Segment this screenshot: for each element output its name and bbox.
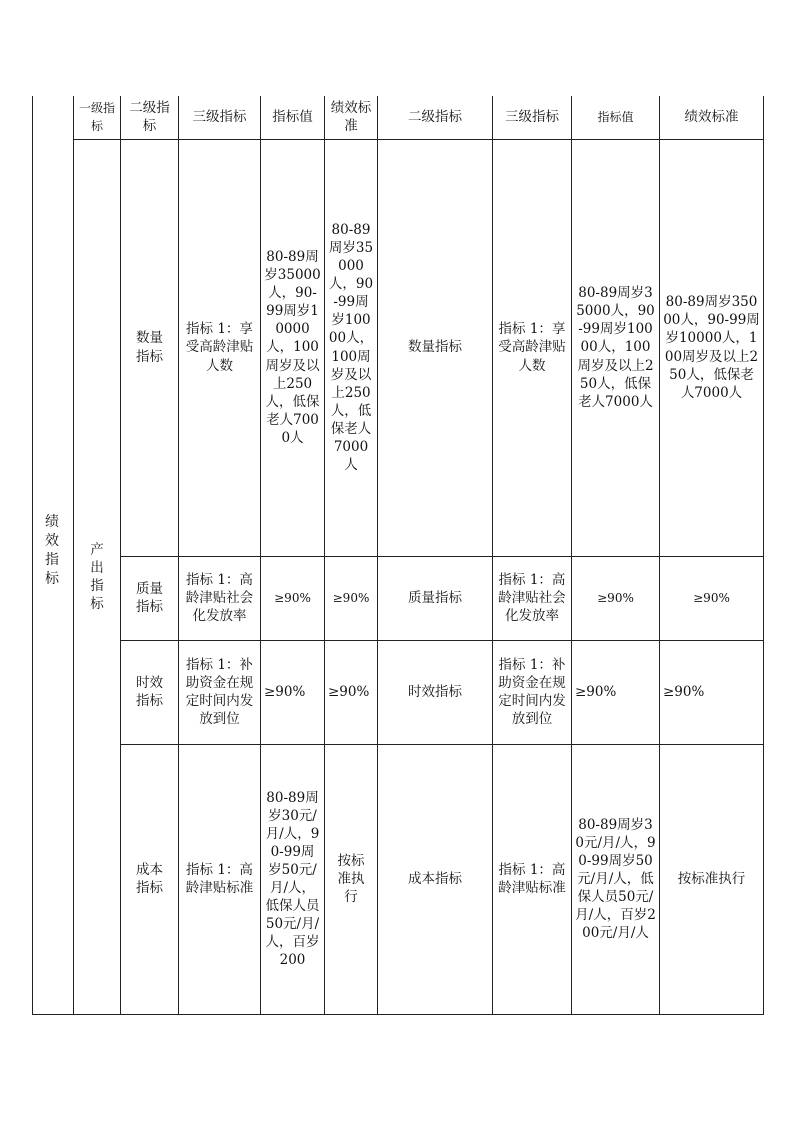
table-row-quantity: [33, 139, 764, 556]
level3-left: 指标 1：高龄津贴社会化发放率: [179, 556, 261, 640]
level2-right: 质量指标: [378, 556, 493, 640]
level2-left: 数量指标: [121, 139, 179, 556]
standard-left: 按标准执行: [325, 744, 378, 1014]
value-right: ≥90%: [572, 556, 660, 640]
value-right: ≥90%: [572, 640, 660, 744]
standard-left: ≥90%: [325, 640, 378, 744]
header-standard-right: 绩效标准: [660, 96, 764, 139]
level3-right: 指标 1：高龄津贴社会化发放率: [493, 556, 572, 640]
value-right: 80-89周岁30元/月/人，90-99周岁50元/月/人，低保人员50元/月/人，百岁200元/月/人: [572, 744, 660, 1014]
level2-right: 数量指标: [378, 139, 493, 556]
header-level2-right: 二级指标: [378, 96, 493, 139]
performance-indicator-table: [32, 96, 764, 1015]
level1-cell: 产出指标: [74, 139, 121, 1014]
standard-right: ≥90%: [660, 556, 764, 640]
level2-right: 时效指标: [378, 640, 493, 744]
standard-left: 80-89周岁35000人，90-99周岁10000人，100周岁及以上250人，低保老人7000人: [325, 139, 378, 556]
standard-right: 80-89周岁35000人，90-99周岁10000人，100周岁及以上250人，低保老人7000人: [660, 139, 764, 556]
header-value-right: 指标值: [572, 96, 660, 139]
level3-right: 指标 1：高龄津贴标准: [493, 744, 572, 1014]
header-level3-right: 三级指标: [493, 96, 572, 139]
value-left: ≥90%: [261, 556, 325, 640]
value-right: 80-89周岁35000人，90-99周岁10000人，100周岁及以上250人，低保老人7000人: [572, 139, 660, 556]
header-level3-left: 三级指标: [179, 96, 261, 139]
level3-right: 指标 1：享受高龄津贴人数: [493, 139, 572, 556]
level2-left: 时效指标: [121, 640, 179, 744]
table-row-cost: [33, 744, 764, 1014]
level3-left: 指标 1：补助资金在规定时间内发放到位: [179, 640, 261, 744]
level3-left: 指标 1：享受高龄津贴人数: [179, 139, 261, 556]
category-label: 绩效指标: [45, 514, 59, 587]
header-row: [33, 96, 764, 139]
level2-right: 成本指标: [378, 744, 493, 1014]
standard-right: ≥90%: [660, 640, 764, 744]
header-value-left: 指标值: [261, 96, 325, 139]
header-level1: 一级指标: [74, 96, 121, 139]
value-left: 80-89周岁35000人，90-99周岁10000人，100周岁及以上250人，低保老人7000人: [261, 139, 325, 556]
value-left: ≥90%: [261, 640, 325, 744]
header-level2-left: 二级指标: [121, 96, 179, 139]
level3-right: 指标 1：补助资金在规定时间内发放到位: [493, 640, 572, 744]
level3-left: 指标 1：高龄津贴标准: [179, 744, 261, 1014]
table-row-timeliness: [33, 640, 764, 744]
value-left: 80-89周岁30元/月/人，90-99周岁50元/月/人，低保人员50元/月/人，百岁200: [261, 744, 325, 1014]
header-standard-left: 绩效标准: [325, 96, 378, 139]
standard-left: ≥90%: [325, 556, 378, 640]
table-row-quality: [33, 556, 764, 640]
level2-left: 质量指标: [121, 556, 179, 640]
level2-left: 成本指标: [121, 744, 179, 1014]
standard-right: 按标准执行: [660, 744, 764, 1014]
